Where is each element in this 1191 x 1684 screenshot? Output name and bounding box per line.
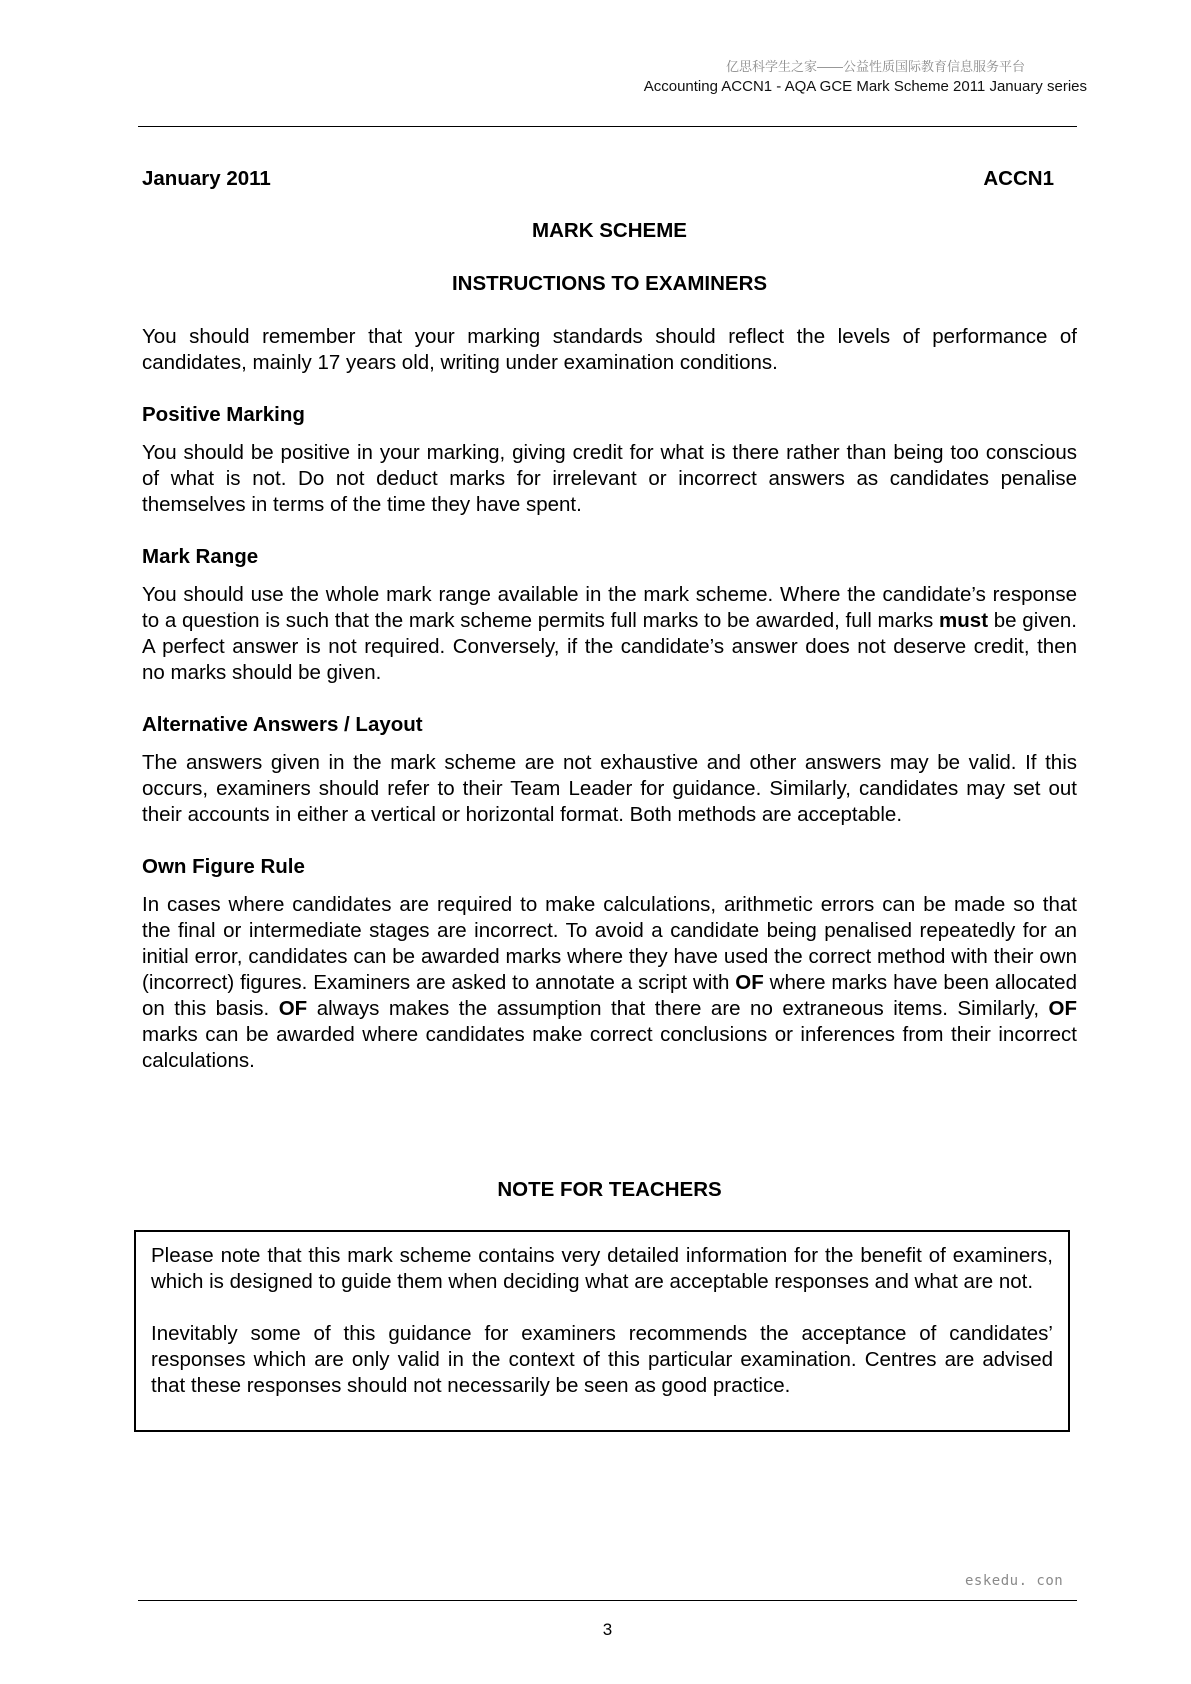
intro-paragraph: You should remember that your marking standards should reflect the levels of performance of candidates, mainly 17 years old, writing under examination conditions. bbox=[142, 325, 1077, 374]
mark-range-text-1: You should use the whole mark range available in the mark scheme. Where the candidate’s response to a question is such that the mark scheme permits full marks to be awarded, full marks bbox=[142, 583, 1077, 632]
alternative-answers-heading: Alternative Answers / Layout bbox=[142, 713, 423, 736]
mark-range-heading: Mark Range bbox=[142, 545, 259, 568]
of-abbreviation: OF bbox=[1048, 997, 1077, 1020]
mark-scheme-title: MARK SCHEME bbox=[532, 219, 687, 242]
document-meta-row bbox=[142, 166, 1077, 192]
own-figure-rule-heading: Own Figure Rule bbox=[142, 855, 305, 878]
of-abbreviation: OF bbox=[278, 997, 308, 1020]
teachers-note-paragraph-1: Please note that this mark scheme contains very detailed information for the benefit of examiners, which is designed to guide them when deciding what are acceptable responses and what are not. bbox=[151, 1244, 1053, 1293]
paper-code: ACCN1 bbox=[983, 167, 1054, 190]
mark-range-body bbox=[142, 582, 1077, 686]
header-document-title: Accounting ACCN1 - AQA GCE Mark Scheme 2011 January series bbox=[643, 78, 1087, 95]
own-figure-text-4: marks can be awarded where candidates make correct conclusions or inferences from their incorrect calculations. bbox=[142, 1023, 1077, 1072]
own-figure-text-3: always makes the assumption that there are no extraneous items. Similarly, bbox=[307, 997, 1049, 1020]
page-number: 3 bbox=[602, 1620, 613, 1639]
alternative-answers-body: The answers given in the mark scheme are not exhaustive and other answers may be valid. If this occurs, examiners should refer to their Team Leader for guidance. Similarly, candidates may set out their accounts in either a vertical or horizontal format. Both methods are acceptable. bbox=[142, 751, 1077, 826]
teachers-note-paragraph-2: Inevitably some of this guidance for examiners recommends the acceptance of candidates’ responses which are only valid in the context of this particular examination. Centres are advised that these responses should not necessarily be seen as good practice. bbox=[151, 1322, 1053, 1397]
header-site-text: 亿思科学生之家——公益性质国际教育信息服务平台 bbox=[725, 59, 1025, 74]
own-figure-rule-body bbox=[142, 892, 1077, 1074]
header-divider bbox=[138, 126, 1077, 127]
of-abbreviation: OF bbox=[735, 971, 764, 994]
site-watermark: eskedu. con bbox=[965, 1573, 1064, 1589]
page-content bbox=[142, 166, 1077, 1074]
note-for-teachers-title: NOTE FOR TEACHERS bbox=[497, 1178, 722, 1201]
own-figure-text-2: where marks have been allocated on this basis. bbox=[142, 971, 1077, 1020]
mark-range-text-2: be given. A perfect answer is not required. Conversely, if the candidate’s answer does not deserve credit, then no marks should be given. bbox=[142, 609, 1078, 684]
footer-divider bbox=[138, 1600, 1077, 1601]
note-for-teachers-box bbox=[134, 1230, 1070, 1432]
mark-range-emphasis: must bbox=[939, 609, 989, 632]
positive-marking-body: You should be positive in your marking, giving credit for what is there rather than being too conscious of what is not. Do not deduct marks for irrelevant or incorrect answers as candidates penalise themselves in terms of the time they have spent. bbox=[142, 441, 1077, 516]
positive-marking-heading: Positive Marking bbox=[142, 403, 305, 426]
instructions-title: INSTRUCTIONS TO EXAMINERS bbox=[451, 272, 768, 295]
exam-date: January 2011 bbox=[142, 167, 271, 190]
own-figure-text-1: In cases where candidates are required to make calculations, arithmetic errors can be made so that the final or intermediate stages are incorrect. To avoid a candidate being penalised repeatedly for an initial error, candidates can be awarded marks where they have used the correct method with their own (incorrect) figures. Examiners are asked to annotate a script with bbox=[142, 893, 1077, 994]
